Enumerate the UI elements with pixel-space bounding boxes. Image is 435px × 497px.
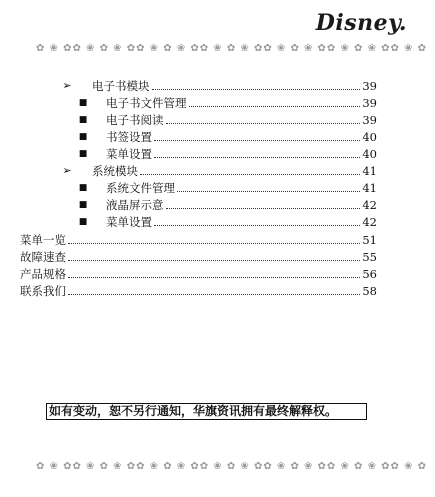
toc-row[interactable] [0, 163, 435, 179]
toc-entry-label: 书签设置 [106, 130, 152, 144]
paw-print-pattern: ✿ ❀ ✿✿ ❀ ✿ ❀ ✿✿ ❀ ✿ ❀ ✿✿ ❀ ✿ ❀ ✿✿ ❀ ✿ ❀ ✿✿ ❀ ✿ ❀ ✿✿ ❀ ✿ [36, 460, 428, 472]
toc-entry-label: 菜单设置 [106, 215, 152, 229]
toc-row[interactable] [0, 283, 435, 299]
toc-row[interactable] [0, 180, 435, 196]
toc-row[interactable] [0, 232, 435, 248]
dot-leader [68, 243, 360, 244]
dot-leader [189, 106, 361, 107]
toc-page-number: 41 [362, 164, 377, 178]
arrow-bullet-icon: ➢ [62, 164, 72, 177]
toc-row[interactable] [0, 78, 435, 94]
toc-page-number: 42 [362, 215, 377, 229]
toc-row[interactable] [0, 249, 435, 265]
square-bullet-icon: ■ [78, 132, 88, 142]
dot-leader [68, 277, 360, 278]
paw-print-pattern: ✿ ❀ ✿✿ ❀ ✿ ❀ ✿✿ ❀ ✿ ❀ ✿✿ ❀ ✿ ❀ ✿✿ ❀ ✿ ❀ ✿✿ ❀ ✿ ❀ ✿✿ ❀ ✿ [36, 42, 428, 54]
square-bullet-icon: ■ [78, 217, 88, 227]
dot-leader [177, 191, 360, 192]
toc-page-number: 58 [362, 284, 377, 298]
paw-print-border-top [36, 41, 428, 55]
toc-page-number: 42 [362, 198, 377, 212]
dot-leader [154, 140, 360, 141]
toc-entry-label: 液晶屏示意 [106, 198, 164, 212]
toc-entry-label: 系统文件管理 [106, 181, 175, 195]
toc-row[interactable] [0, 197, 435, 213]
toc-row[interactable] [0, 129, 435, 145]
toc-row[interactable] [0, 112, 435, 128]
toc-page-number: 56 [362, 267, 377, 281]
toc-page-number: 39 [362, 79, 377, 93]
square-bullet-icon: ■ [78, 98, 88, 108]
toc-entry-label: 联系我们 [20, 284, 66, 298]
square-bullet-icon: ■ [78, 200, 88, 210]
arrow-bullet-icon: ➢ [62, 79, 72, 92]
disclaimer-notice: 如有变动，恕不另行通知，华旗资讯拥有最终解释权。 [46, 403, 367, 420]
dot-leader [68, 260, 360, 261]
toc-entry-label: 菜单设置 [106, 147, 152, 161]
toc-entry-label: 系统模块 [92, 164, 138, 178]
toc-entry-label: 菜单一览 [20, 233, 66, 247]
toc-page-number: 39 [362, 113, 377, 127]
dot-leader [166, 123, 361, 124]
dot-leader [154, 225, 360, 226]
disney-logo: Disney. [315, 10, 407, 36]
toc-entry-label: 产品规格 [20, 267, 66, 281]
toc-row[interactable] [0, 146, 435, 162]
toc-entry-label: 电子书阅读 [106, 113, 164, 127]
dot-leader [152, 89, 361, 90]
toc-entry-label: 电子书文件管理 [106, 96, 187, 110]
toc-page-number: 40 [362, 130, 377, 144]
toc-page-number: 55 [362, 250, 377, 264]
toc-page-number: 39 [362, 96, 377, 110]
toc-entry-label: 电子书模块 [92, 79, 150, 93]
toc-row[interactable] [0, 214, 435, 230]
dot-leader [68, 294, 360, 295]
paw-print-border-bottom [36, 459, 428, 473]
dot-leader [140, 174, 360, 175]
square-bullet-icon: ■ [78, 183, 88, 193]
toc-page-number: 40 [362, 147, 377, 161]
toc-row[interactable] [0, 95, 435, 111]
dot-leader [166, 208, 361, 209]
dot-leader [154, 157, 360, 158]
toc-entry-label: 故障速查 [20, 250, 66, 264]
square-bullet-icon: ■ [78, 149, 88, 159]
toc-row[interactable] [0, 266, 435, 282]
square-bullet-icon: ■ [78, 115, 88, 125]
toc-page-number: 51 [362, 233, 377, 247]
toc-page-number: 41 [362, 181, 377, 195]
